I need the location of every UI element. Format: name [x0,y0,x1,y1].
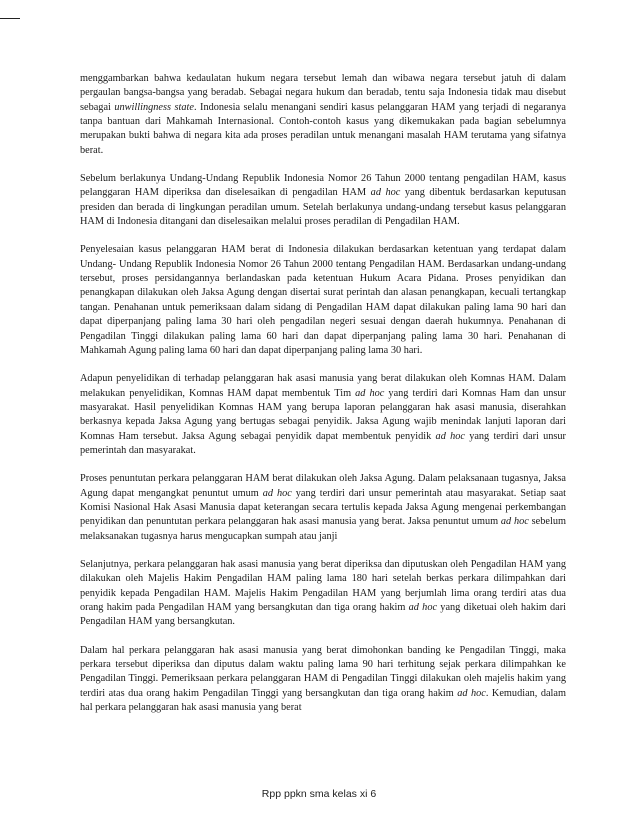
text-run: Penyelesaian kasus pelanggaran HAM berat di Indonesia dilakukan berdasarkan ketentuan yang terdapat dalam Undang- Undang Republik Indonesia Nomor 26 Tahun 2000 tentang Pengadilan HAM. Berdasarkan undang-undang tersebut, proses persidangannya berlandaskan pada ketentuan Hukum Acara Pidana. Proses penyidikan dan penangkapan dilakukan oleh Jaksa Agung dengan disertai surat perintah dan alasan penangkapan, kecuali tertangkap tangan. Penahanan untuk pemeriksaan dalam sidang di Pengadilan HAM dapat dilakukan paling lama 90 hari dan dapat diperpanjang paling lama 30 hari oleh pengadilan negeri sesuai dengan daerah hukumnya. Penahanan di Pengadilan Tinggi dilakukan paling lama 60 hari dan dapat diperpanjang paling lama 30 hari. Penahanan di Mahkamah Agung paling lama 60 hari dan dapat diperpanjang paling lama 30 hari. [80,244,566,356]
text-run: yang dibentuk berdasarkan keputusan presiden dan berada di lingkungan peradilan umum. Setelah berlakunya undang-undang tersebut kasus pelanggaran HAM di Indonesia ditangani dan diselesaikan melalui proses peradilan di Pengadilan HAM. [80,187,566,228]
italic-term: ad hoc [370,187,401,199]
italic-term: ad hoc [500,516,529,528]
italic-term: ad hoc [457,687,486,699]
paragraph-7 [80,644,566,716]
document-page [80,72,566,729]
text-run: yang diketuai oleh hakim dari Pengadilan HAM yang bersangkutan. [80,602,566,628]
text-run: yang terdiri dari Komnas Ham dan unsur masyarakat. Hasil penyelidikan Komnas HAM yang berupa laporan pelanggaran hak asasi manusia, diserahkan berkasnya kepada Jaksa Agung yang bertugas sebagai penyidik. Jaksa Agung wajib menindak lanjuti laporan dari Komnas Ham tersebut. Jaksa Agung sebagai penyidik dapat membentuk penyidik [80,387,566,442]
italic-term: ad hoc [435,430,465,442]
text-run: Adapun penyelidikan di terhadap pelanggaran hak asasi manusia yang berat dilakukan oleh Komnas HAM. Dalam melakukan penyelidikan, Komnas HAM dapat membentuk Tim [80,373,566,399]
text-run: sebelum melaksanakan tugasnya harus mengucapkan sumpah atau janji [80,516,566,542]
paragraph-1 [80,72,566,158]
paragraph-3 [80,243,566,358]
text-run: menggambarkan bahwa kedaulatan hukum negara tersebut lemah dan wibawa negara tersebut jatuh di dalam pergaulan bangsa-bangsa yang beradab. Sebagai negara hukum dan beradab, tentu saja Indonesia tidak mau disebut sebagai [80,73,566,113]
paragraph-4 [80,372,566,458]
page-footer: Rpp ppkn sma kelas xi 6 [261,788,377,800]
paragraph-2 [80,172,566,229]
italic-term: ad hoc [408,602,438,613]
text-run: . Kemudian, dalam hal perkara pelanggaran hak asasi manusia yang berat [80,687,566,714]
page-corner-mark [0,18,20,19]
italic-term: unwillingness state [114,101,194,113]
text-run: Dalam hal perkara pelanggaran hak asasi manusia yang berat dimohonkan banding ke Pengadilan Tinggi, maka perkara tersebut diperiksa dan diputus dalam waktu paling lama 90 hari terhitung sejak perkara dilimpahkan ke Pengadilan Tinggi. Pemeriksaan perkara pelanggaran HAM di Pengadilan Tinggi dilakukan oleh majelis hakim yang terdiri atas dua orang hakim Pengadilan Tinggi yang bersangkutan dan tiga orang hakim [80,644,566,699]
text-run: Sebelum berlakunya Undang-Undang Republik Indonesia Nomor 26 Tahun 2000 tentang pengadilan HAM, kasus pelanggaran HAM diperiksa dan diselesaikan di pengadilan HAM [80,173,566,199]
text-run: Proses penuntutan perkara pelanggaran HAM berat dilakukan oleh Jaksa Agung. Dalam pelaksanaan tugasnya, Jaksa Agung dapat mengangkat penuntut umum [80,473,566,499]
paragraph-5 [80,472,566,544]
text-run: yang terdiri dari unsur pemerintah atau masyarakat. Setiap saat Komisi Nasional Hak Asasi Manusia dapat keterangan secara tertulis kepada Jaksa Agung mengenai perkembangan penyidikan dan penuntutan perkara pelanggaran hak asasi manusia yang berat. Jaksa penuntut umum [80,487,566,528]
text-run: Selanjutnya, perkara pelanggaran hak asasi manusia yang berat diperiksa dan diputuskan oleh Pengadilan HAM yang dilakukan oleh Majelis Hakim Pengadilan HAM paling lama 180 hari setelah berkas perkara dilimpahkan dari penyidik kepada Pengadilan HAM. Majelis Hakim Pengadilan HAM yang berjumlah lima orang terdiri atas dua orang hakim pada Pengadilan HAM yang bersangkutan dan tiga orang hakim [80,558,566,613]
paragraph-6 [80,558,566,630]
italic-term: ad hoc [355,387,385,399]
text-run: . Indonesia selalu menangani sendiri kasus pelanggaran HAM yang terjadi di negaranya tanpa bantuan dari Mahkamah Internasional. Contoh-contoh kasus yang dikemukakan pada bagian sebelumnya merupakan bukti bahwa di negara kita ada proses peradilan untuk menangani masalah HAM terutama yang sifatnya berat. [80,101,566,156]
text-run: yang terdiri dari unsur pemerintah dan masyarakat. [80,430,566,456]
italic-term: ad hoc [262,487,292,499]
